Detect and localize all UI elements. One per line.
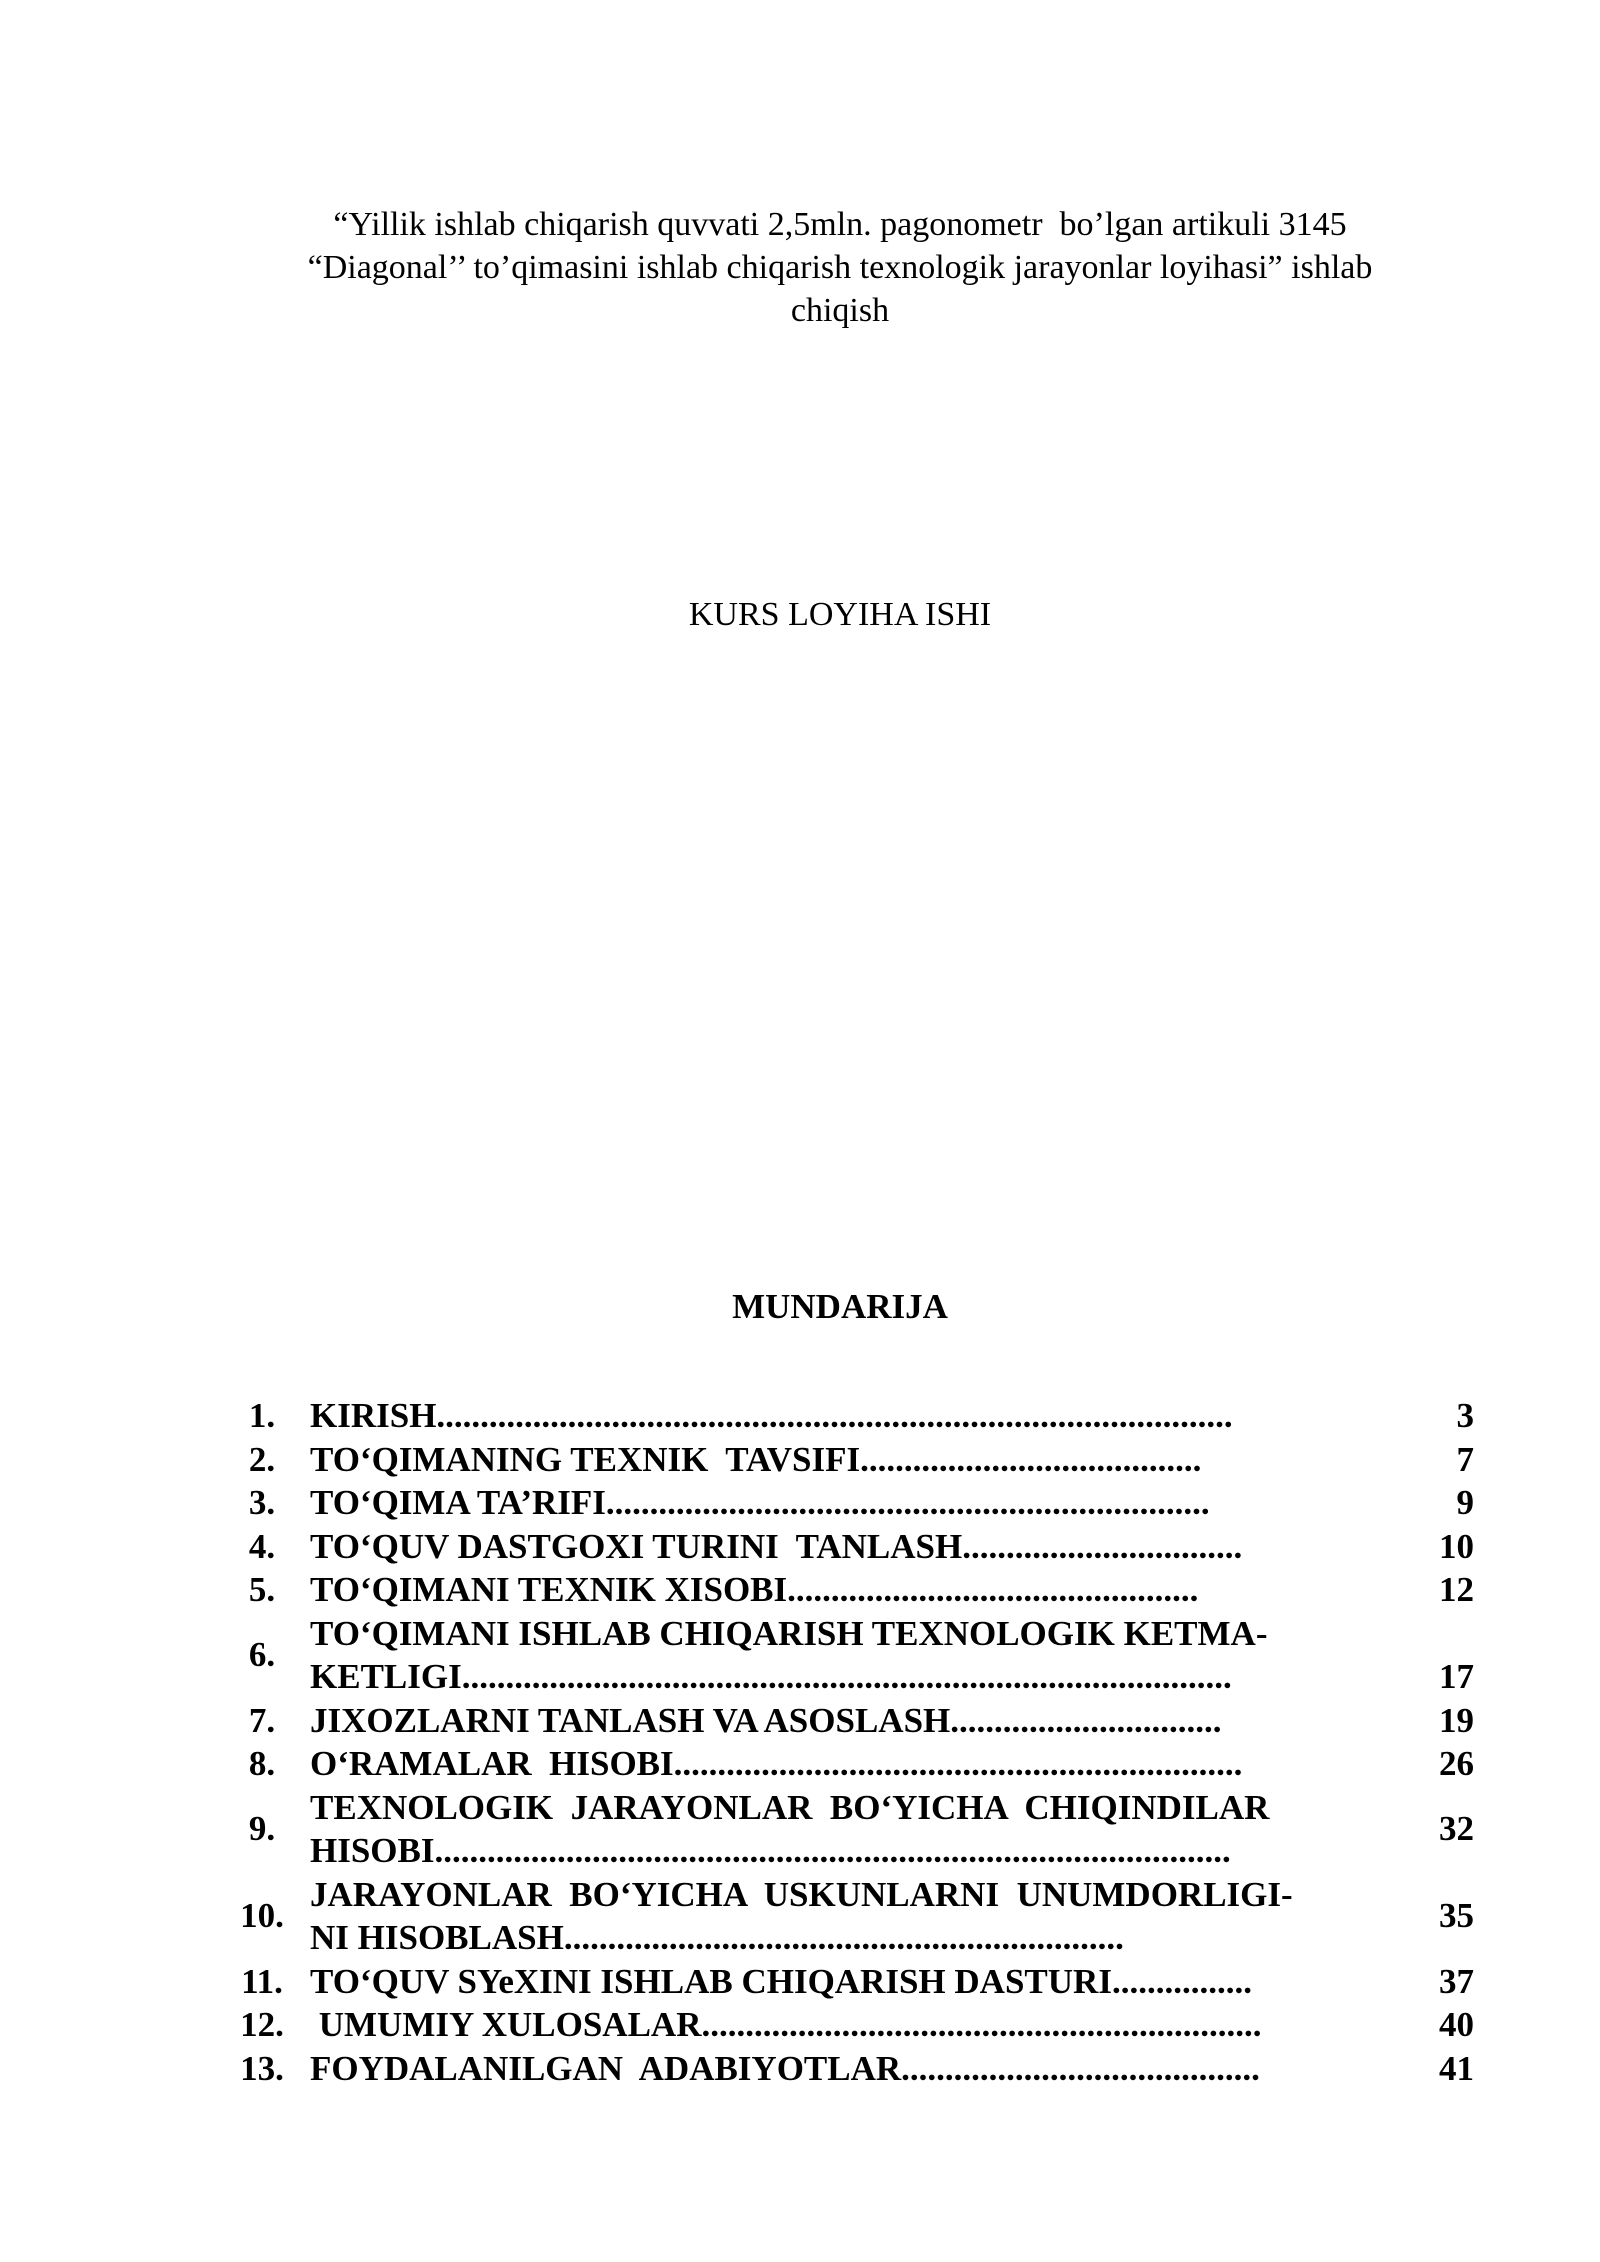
toc-entry-number: 12. (240, 2005, 284, 2044)
toc-entry-title-line: JARAYONLAR BO‘YICHA USKUNLARNI UNUMDORLIGI- (310, 1874, 1293, 1914)
toc-entry-title-line: NI HISOBLASH................................................................ (310, 1918, 1124, 1957)
toc-entry (214, 1394, 1474, 1438)
toc-entry-title-line: HISOBI........................................................................................... (310, 1831, 1231, 1870)
toc-entry-page: 40 (1439, 2005, 1474, 2044)
toc-entry-title-line: O‘RAMALAR HISOBI................................................................. (310, 1744, 1243, 1783)
toc-entry-title-line: TO‘QIMANING TEXNIK TAVSIFI....................................... (310, 1439, 1202, 1479)
toc-entry-title-line: TO‘QIMANI TEXNIK XISOBI............................................... (310, 1570, 1199, 1609)
toc-entry-page: 19 (1439, 1700, 1474, 1740)
toc-entry-page: 35 (1439, 1896, 1474, 1936)
toc-entry-number: 1. (248, 1396, 276, 1435)
toc-entry-title-line: TO‘QIMA TA’RIFI..................................................................... (310, 1483, 1210, 1522)
toc-entry-page: 37 (1439, 1961, 1474, 2001)
toc-entry-page: 17 (1439, 1657, 1474, 1696)
toc-entry-number: 6. (248, 1635, 276, 1675)
toc-entry (214, 1699, 1474, 1743)
toc-entry-number: 9. (248, 1809, 276, 1849)
toc-entry (214, 2047, 1474, 2091)
toc-entry-title (310, 1742, 1360, 1786)
toc-entry-title (310, 1481, 1360, 1525)
toc-entry (214, 1612, 1474, 1699)
toc-entry-title-line: UMUMIY XULOSALAR................................................................ (310, 2005, 1262, 2044)
toc-entry (214, 1568, 1474, 1612)
toc-entry-title (310, 2003, 1360, 2047)
toc-entry-number: 3. (248, 1483, 276, 1522)
toc-entry-title (310, 1394, 1360, 1438)
title-line: chiqish (790, 292, 890, 329)
toc-entry-number: 13. (240, 2048, 284, 2088)
toc-entry-page: 32 (1439, 1809, 1474, 1849)
toc-entry-page: 26 (1439, 1744, 1474, 1783)
title-line: “Diagonal’’ to’qimasini ishlab chiqarish texnologik jarayonlar loyihasi” ishlab (307, 249, 1373, 286)
table-of-contents (214, 1394, 1474, 2090)
toc-entry (214, 1960, 1474, 2004)
toc-entry-page: 7 (1456, 1439, 1474, 1479)
toc-entry (214, 1742, 1474, 1786)
toc-entry-page: 41 (1439, 2048, 1474, 2088)
toc-entry-title-line: KIRISH........................................................................................... (310, 1396, 1233, 1435)
toc-entry-number: 4. (248, 1526, 276, 1566)
toc-entry (214, 1438, 1474, 1482)
toc-entry-title-line: TEXNOLOGIK JARAYONLAR BO‘YICHA CHIQINDILAR (310, 1787, 1270, 1827)
toc-entry-title-line: FOYDALANILGAN ADABIYOTLAR......................................... (310, 2048, 1260, 2088)
title-line: “Yillik ishlab chiqarish quvvati 2,5mln. pagonometr bo’lgan artikuli 3145 (333, 206, 1347, 243)
toc-entry-title (310, 1568, 1360, 1612)
toc-entry-number: 7. (248, 1700, 276, 1740)
toc-entry-page: 3 (1456, 1396, 1474, 1435)
toc-entry-title (310, 1786, 1360, 1873)
toc-entry-title (310, 1873, 1360, 1960)
toc-entry-number: 11. (241, 1961, 283, 2001)
toc-entry-title (310, 1438, 1360, 1482)
toc-entry-title (310, 1525, 1360, 1569)
toc-entry (214, 1786, 1474, 1873)
toc-entry-title-line: TO‘QUV DASTGOXI TURINI TANLASH................................ (310, 1526, 1243, 1566)
toc-entry-page: 12 (1439, 1570, 1474, 1609)
toc-heading: MUNDARIJA (732, 1287, 948, 1326)
toc-entry-title-line: TO‘QUV SYeXINI ISHLAB CHIQARISH DASTURI................ (310, 1961, 1252, 2001)
toc-entry-number: 8. (248, 1744, 276, 1783)
toc-entry-title (310, 2047, 1360, 2091)
toc-entry (214, 1525, 1474, 1569)
toc-entry (214, 2003, 1474, 2047)
toc-entry-number: 5. (248, 1570, 276, 1609)
toc-entry-number: 10. (240, 1896, 284, 1936)
toc-entry (214, 1481, 1474, 1525)
toc-entry-title (310, 1612, 1360, 1699)
toc-entry-page: 9 (1456, 1483, 1474, 1522)
toc-entry-title-line: JIXOZLARNI TANLASH VA ASOSLASH............................... (310, 1700, 1222, 1740)
toc-entry-title-line: TO‘QIMANI ISHLAB CHIQARISH TEXNOLOGIK KETMA- (310, 1613, 1268, 1653)
toc-entry (214, 1873, 1474, 1960)
toc-entry-page: 10 (1439, 1526, 1474, 1566)
work-type-label: KURS LOYIHA ISHI (688, 596, 992, 633)
toc-entry-number: 2. (248, 1439, 276, 1479)
toc-entry-title (310, 1699, 1360, 1743)
toc-entry-title-line: KETLIGI........................................................................................ (310, 1657, 1232, 1696)
document-title (200, 203, 1480, 332)
toc-entry-title (310, 1960, 1360, 2004)
